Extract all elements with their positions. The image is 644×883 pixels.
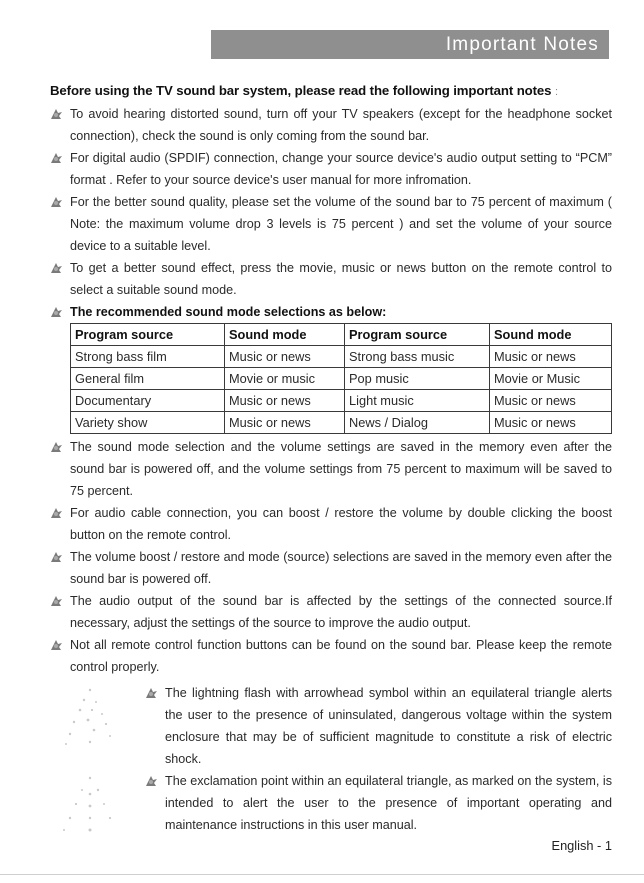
bullet-icon [50, 639, 63, 651]
table-header-cell: Sound mode [490, 324, 612, 346]
table-cell: Movie or music [225, 368, 345, 390]
bullet-icon [145, 687, 158, 699]
note-item [50, 436, 612, 502]
bullet-icon [50, 306, 63, 318]
sound-mode-table [70, 323, 612, 434]
bullet-icon [50, 152, 63, 164]
note-item [50, 502, 612, 546]
table-cell: Strong bass film [71, 346, 225, 368]
table-cell: News / Dialog [345, 412, 490, 434]
table-heading [50, 301, 612, 323]
intro-text: Before using the TV sound bar system, please read the following important notes [50, 83, 552, 98]
note-item [50, 147, 612, 191]
table-heading-text: The recommended sound mode selections as below: [70, 305, 387, 319]
bullet-icon [50, 196, 63, 208]
note-item [50, 590, 612, 634]
table-cell: Variety show [71, 412, 225, 434]
intro-heading [50, 83, 610, 98]
table-cell: Movie or Music [490, 368, 612, 390]
note-text: For audio cable connection, you can boost / restore the volume by double clicking the boost button on the remote control. [70, 506, 612, 542]
table-cell: Strong bass music [345, 346, 490, 368]
page-number: English - 1 [551, 838, 612, 853]
table-cell: General film [71, 368, 225, 390]
symbol-note [145, 770, 612, 836]
bullet-icon [50, 595, 63, 607]
table-cell: Music or news [225, 390, 345, 412]
table-cell: Music or news [490, 390, 612, 412]
table-row [71, 390, 612, 412]
exclamation-warning-icon [50, 772, 130, 842]
lightning-warning-icon [50, 684, 130, 754]
symbol-item-lightning [50, 682, 612, 770]
table-row [71, 412, 612, 434]
bullet-icon [50, 507, 63, 519]
intro-colon: : [554, 86, 558, 98]
bullet-icon [145, 775, 158, 787]
note-text: To avoid hearing distorted sound, turn off your TV speakers (except for the headphone socket connection), check the sound is only coming from the sound bar. [70, 107, 612, 143]
bullet-icon [50, 108, 63, 120]
bullet-icon [50, 551, 63, 563]
table-cell: Music or news [490, 412, 612, 434]
page-title: Important Notes [445, 33, 599, 55]
bullet-icon [50, 262, 63, 274]
table-cell: Music or news [225, 346, 345, 368]
note-text: The sound mode selection and the volume settings are saved in the memory even after the sound bar is powered off, and the volume settings from 75 percent to maximum will be saved to 75 percent. [70, 440, 612, 498]
note-text: The volume boost / restore and mode (source) selections are saved in the memory even after the sound bar is powered off. [70, 550, 612, 586]
symbol-note-text: The lightning flash with arrowhead symbol within an equilateral triangle alerts the user to the presence of uninsulated, dangerous voltage within the system enclosure that may be of sufficient magnitude to constitute a risk of electric shock. [165, 686, 612, 766]
note-item [50, 546, 612, 590]
symbol-note [145, 682, 612, 770]
notes-list [50, 103, 612, 836]
note-text: For the better sound quality, please set the volume of the sound bar to 75 percent of maximum ( Note: the maximum volume drop 3 levels is 75 percent ) and set the volume of your source device to a suitable level. [70, 195, 612, 253]
note-item [50, 103, 612, 147]
table-header-cell: Program source [71, 324, 225, 346]
note-text: Not all remote control function buttons can be found on the sound bar. Please keep the remote control properly. [70, 638, 612, 674]
symbol-item-exclamation [50, 770, 612, 836]
bullet-icon [50, 441, 63, 453]
page-title-bar [211, 30, 609, 59]
table-cell: Documentary [71, 390, 225, 412]
table-cell: Music or news [225, 412, 345, 434]
table-header-row [71, 324, 612, 346]
note-item [50, 634, 612, 678]
note-item [50, 191, 612, 257]
table-cell: Pop music [345, 368, 490, 390]
bottom-divider [0, 874, 644, 875]
note-text: For digital audio (SPDIF) connection, change your source device's audio output setting to “PCM” format . Refer to your source device's user manual for more infromation. [70, 151, 612, 187]
table-row [71, 368, 612, 390]
table-cell: Music or news [490, 346, 612, 368]
table-row [71, 346, 612, 368]
symbol-note-text: The exclamation point within an equilateral triangle, as marked on the system, is intended to alert the user to the presence of important operating and maintenance instructions in this user manual. [165, 774, 612, 832]
table-cell: Light music [345, 390, 490, 412]
note-text: The audio output of the sound bar is affected by the settings of the connected source.If necessary, adjust the settings of the source to improve the audio output. [70, 594, 612, 630]
table-header-cell: Program source [345, 324, 490, 346]
safety-symbols [50, 682, 612, 836]
table-header-cell: Sound mode [225, 324, 345, 346]
note-item [50, 257, 612, 301]
note-text: To get a better sound effect, press the movie, music or news button on the remote control to select a suitable sound mode. [70, 261, 612, 297]
